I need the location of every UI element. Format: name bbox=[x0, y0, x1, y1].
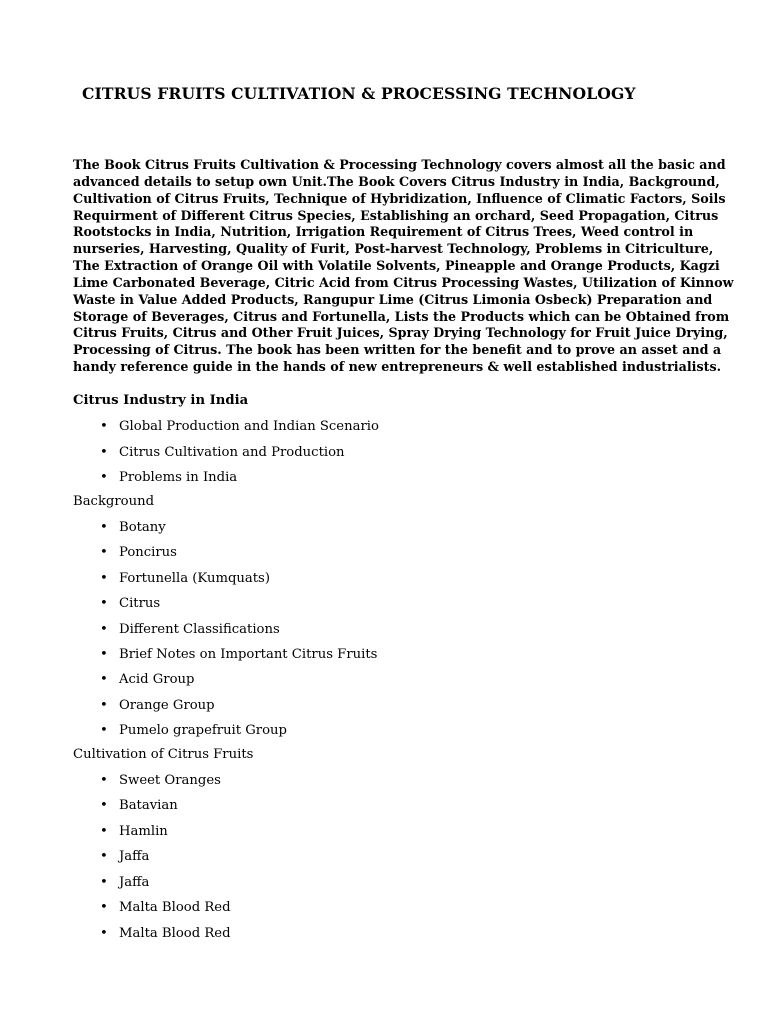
bullet-icon: • bbox=[100, 571, 108, 586]
list-item bbox=[100, 672, 194, 687]
list-item bbox=[100, 622, 280, 637]
list-item bbox=[100, 647, 377, 662]
list-item bbox=[100, 419, 379, 434]
list-item-label: Malta Blood Red bbox=[119, 900, 231, 915]
bullet-icon: • bbox=[100, 647, 108, 662]
list-item-label: Different Classifications bbox=[119, 622, 280, 637]
bullet-icon: • bbox=[100, 798, 108, 813]
bullet-icon: • bbox=[100, 419, 108, 434]
bullet-icon: • bbox=[100, 470, 108, 485]
bullet-icon: • bbox=[100, 900, 108, 915]
section-heading-cultivation: Cultivation of Citrus Fruits bbox=[73, 747, 254, 762]
list-item bbox=[100, 470, 237, 485]
bullet-icon: • bbox=[100, 875, 108, 890]
intro-paragraph bbox=[73, 157, 734, 376]
list-item-label: Fortunella (Kumquats) bbox=[119, 571, 270, 586]
list-item bbox=[100, 445, 345, 460]
list-item-label: Acid Group bbox=[119, 672, 195, 687]
bullet-icon: • bbox=[100, 672, 108, 687]
list-item-label: Citrus bbox=[119, 596, 161, 611]
intro-line: Storage of Beverages, Citrus and Fortunella, Lists the Products which can be Obtained from bbox=[73, 308, 730, 324]
list-item-label: Poncirus bbox=[119, 545, 177, 560]
bullet-icon: • bbox=[100, 520, 108, 535]
list-item-label: Problems in India bbox=[119, 470, 238, 485]
list-item bbox=[100, 875, 149, 890]
list-item bbox=[100, 824, 168, 839]
list-item-label: Jaffa bbox=[119, 875, 150, 890]
list-item-label: Jaffa bbox=[119, 849, 150, 864]
intro-line: Rootstocks in India, Nutrition, Irrigation Requirement of Citrus Trees, Weed control in bbox=[73, 224, 694, 240]
list-item bbox=[100, 545, 177, 560]
bullet-icon: • bbox=[100, 545, 108, 560]
list-item bbox=[100, 798, 178, 813]
intro-line: Requirment of Different Citrus Species, Establishing an orchard, Seed Propagation, Citrus bbox=[73, 207, 719, 223]
intro-line: Lime Carbonated Beverage, Citric Acid from Citrus Processing Wastes, Utilization of Kinnow bbox=[73, 274, 734, 290]
list-item bbox=[100, 698, 215, 713]
intro-line: advanced details to setup own Unit.The Book Covers Citrus Industry in India, Background, bbox=[73, 173, 720, 189]
list-item bbox=[100, 723, 287, 738]
intro-line: The Extraction of Orange Oil with Volatile Solvents, Pineapple and Orange Products, Kagzi bbox=[73, 258, 720, 274]
list-item bbox=[100, 849, 149, 864]
list-item-label: Brief Notes on Important Citrus Fruits bbox=[119, 647, 378, 662]
bullet-icon: • bbox=[100, 926, 108, 941]
intro-line: Cultivation of Citrus Fruits, Technique of Hybridization, Influence of Climatic Factors, Soils bbox=[73, 190, 726, 206]
list-item-label: Pumelo grapefruit Group bbox=[119, 723, 287, 738]
bullet-icon: • bbox=[100, 698, 108, 713]
list-item-label: Citrus Cultivation and Production bbox=[119, 445, 345, 460]
bullet-icon: • bbox=[100, 849, 108, 864]
intro-line: nurseries, Harvesting, Quality of Furit, Post-harvest Technology, Problems in Citriculture, bbox=[73, 241, 714, 257]
bullet-icon: • bbox=[100, 445, 108, 460]
section-heading-background: Background bbox=[73, 494, 155, 509]
list-item bbox=[100, 926, 231, 941]
list-item bbox=[100, 773, 221, 788]
intro-line: Processing of Citrus. The book has been written for the benefit and to prove an asset and a bbox=[73, 342, 722, 358]
intro-line: Citrus Fruits, Citrus and Other Fruit Juices, Spray Drying Technology for Fruit Juice Drying, bbox=[73, 325, 728, 341]
intro-line: The Book Citrus Fruits Cultivation & Processing Technology covers almost all the basic and bbox=[73, 157, 726, 172]
list-item bbox=[100, 571, 270, 586]
list-item-label: Hamlin bbox=[119, 824, 168, 839]
bullet-icon: • bbox=[100, 723, 108, 738]
list-item-label: Malta Blood Red bbox=[119, 926, 231, 941]
list-item-label: Batavian bbox=[119, 798, 178, 813]
bullet-icon: • bbox=[100, 622, 108, 637]
intro-line: Waste in Value Added Products, Rangupur Lime (Citrus Limonia Osbeck) Preparation and bbox=[73, 291, 713, 307]
list-item-label: Orange Group bbox=[119, 698, 215, 713]
list-item bbox=[100, 900, 231, 915]
section-heading-citrus-industry: Citrus Industry in India bbox=[73, 393, 249, 408]
list-item-label: Botany bbox=[119, 520, 166, 535]
intro-line: handy reference guide in the hands of new entrepreneurs & well established industrialists. bbox=[73, 359, 722, 375]
list-item bbox=[100, 596, 160, 611]
list-item-label: Sweet Oranges bbox=[119, 773, 221, 788]
bullet-icon: • bbox=[100, 773, 108, 788]
document-title: CITRUS FRUITS CULTIVATION & PROCESSING TECHNOLOGY bbox=[82, 84, 636, 103]
list-item bbox=[100, 520, 166, 535]
bullet-icon: • bbox=[100, 596, 108, 611]
bullet-icon: • bbox=[100, 824, 108, 839]
list-item-label: Global Production and Indian Scenario bbox=[119, 419, 379, 434]
